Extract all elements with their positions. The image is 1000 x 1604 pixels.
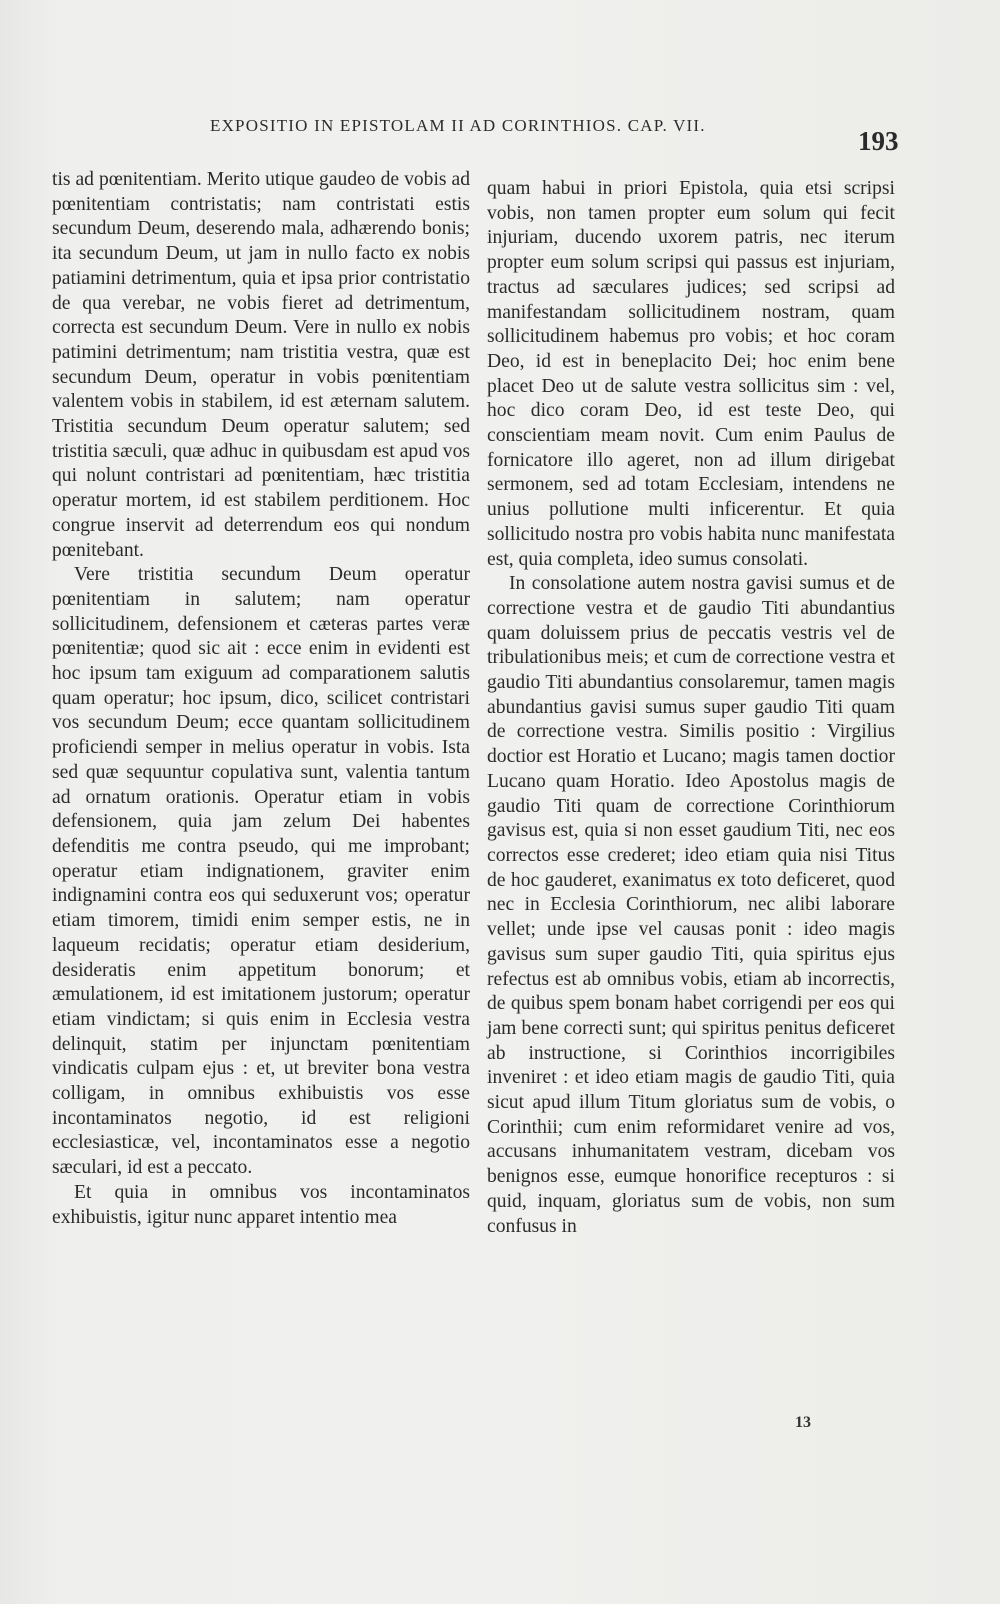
page-number: 193 (858, 126, 899, 156)
left-paragraph-3: Et quia in omnibus vos incontaminatos exhibuistis, igitur nunc apparet intentio mea (52, 1181, 470, 1228)
running-title: EXPOSITIO IN EPISTOLAM II AD CORINTHIOS. CAP. VII. (210, 116, 706, 135)
left-column (52, 168, 470, 1230)
signature-mark: 13 (795, 1414, 811, 1431)
right-column (487, 177, 895, 1239)
left-paragraph-1: tis ad pœnitentiam. Merito utique gaudeo de vobis ad pœnitentiam contristatis; nam contristati estis secundum Deum, deserendo mala, adhærendo bonis; ita secundum Deum, ut jam in nullo facto ex nobis patiamini detrimentum, quia et ipsa prior contristatio de qua verebar, ne vobis fieret ad detrimentum, correcta est secundum Deum. Vere in nullo ex nobis patimini detrimentum; nam tristitia vestra, quæ est secundum Deum, operatur in vobis pœnitentiam valentem vobis in stabilem, id est æternam salutem. Tristitia secundum Deum operatur salutem; sed tristitia sæculi, quæ adhuc in quibusdam est apud vos qui nolunt contristari ad pœnitentiam, hæc tristitia operatur mortem, id est stabilem perditionem. Hoc congrue inservit ad deterrendum eos qui nondum pœnitebant. (52, 169, 470, 561)
left-paragraph-2: Vere tristitia secundum Deum operatur pœnitentiam in salutem; nam operatur sollicitudinem, defensionem et cæteras partes veræ pœnitentiæ; quod sic ait : ecce enim in evidenti est hoc ipsum tam exiguum ad comparationem salutis quam operatur; hoc ipsum, dico, scilicet contristari vos secundum Deum; ecce quantam sollicitudinem proficiendi semper in melius operatur in vobis. Ista sed quæ sequuntur copulativa sunt, valentia tantum ad ornatum orationis. Operatur etiam in vobis defensionem, quia jam zelum Dei habentes defenditis me contra pseudo, qui me improbant; operatur etiam indignationem, graviter enim indignamini contra eos qui seduxerunt vos; operatur etiam timorem, timidi enim semper estis, ne in laqueum recidatis; operatur etiam desiderium, desideratis enim appetitum bonorum; et æmulationem, id est imitationem justorum; operatur etiam vindictam; si quis enim in Ecclesia vestra delinquit, statim per injunctam pœnitentiam vindicatis culpam ejus : et, ut breviter bona vestra colligam, in omnibus exhibuistis vos esse incontaminatos negotio, id est religioni ecclesiasticæ, vel, incontaminatos esse a negotio sæculari, id est a peccato. (52, 564, 470, 1179)
right-paragraph-2: In consolatione autem nostra gavisi sumus et de correctione vestra et de gaudio Titi abundantius quam doluissem prius de peccatis vestris vel de tribulationibus meis; et cum de correctione vestra et gaudio Titi abundantius consolaremur, tamen magis abundantius gavisi sumus super gaudio Titi quam de correctione vestra. Similis positio : Virgilius doctior est Horatio et Lucano; magis tamen doctior Lucano quam Horatio. Ideo Apostolus magis de gaudio Titi quam de correctione Corinthiorum gavisus est, quia si non esset gaudium Titi, nec eos correctos esse crederet; ideo etiam quia nisi Titus de hoc gauderet, exanimatus ex toto deficeret, quod nec in Ecclesia Corinthiorum, nec alibi laborare vellet; unde ipse vel causas ponit : ideo magis gavisus sum super gaudio Titi, quia spiritus ejus refectus est ab omnibus vobis, etiam ab incorrectis, de quibus spem bonam habet corrigendi per eos qui jam bene correcti sunt; qui spiritus penitus deficeret ab instructione, si Corinthios incorrigibiles inveniret : et ideo etiam magis de gaudio Titi, quia sicut apud illum Titum gloriatus sum de vobis, o Corinthii; cum enim reformidaret venire ad vos, accusans inhumanitatem vestram, dicebam vos benignos esse, eumque honorifice recepturos : si quid, inquam, gloriatus sum de vobis, non sum confusus in (487, 573, 895, 1237)
right-paragraph-1: quam habui in priori Epistola, quia etsi scripsi vobis, non tamen propter eum solum qui fecit injuriam, ducendo uxorem patris, nec iterum propter eum solum scripsi qui passus est injuriam, tractus ad sæculares judices; sed scripsi ad manifestandam sollicitudinem nostram, quam sollicitudinem habemus pro vobis; et hoc coram Deo, id est in beneplacito Dei; hoc enim bene placet Deo ut de salute vestra sollicitus sim : vel, hoc dico coram Deo, id est teste Deo, qui conscientiam meam novit. Cum enim Paulus de fornicatore illo ageret, non ad illum dirigebat sermonem, sed ad totam Ecclesiam, intendens ne unius pollutione multi inficerentur. Et quia sollicitudo nostra pro vobis habita nunc manifestata est, quia completa, ideo sumus consolati. (487, 178, 895, 570)
